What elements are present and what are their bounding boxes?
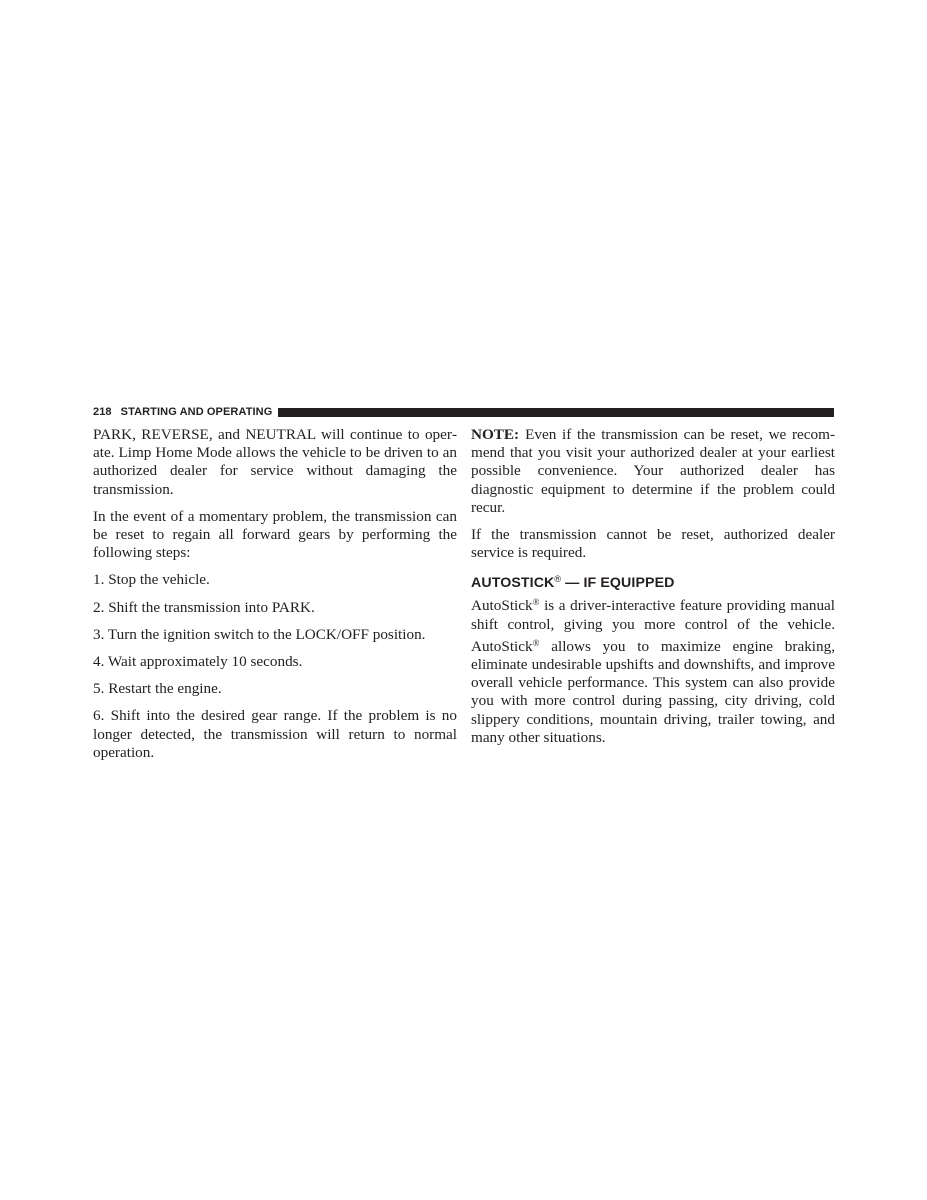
right-column — [471, 426, 835, 756]
autostick-text-2: is a driver-interactive feature providing manual shift control, giving you more control of the vehicle. AutoStick — [471, 597, 835, 655]
reset-required-paragraph: If the transmission cannot be reset, authorized dealer service is required. — [471, 526, 835, 562]
autostick-heading-prefix: AUTOSTICK — [471, 575, 555, 592]
note-paragraph — [471, 426, 835, 517]
limp-home-paragraph: PARK, REVERSE, and NEUTRAL will continue to operate. Limp Home Mode allows the vehicle to be driven to an authorized dealer for service without damaging the transmission. — [93, 426, 457, 498]
page-number: 218 — [93, 406, 112, 418]
step-1: 1. Stop the vehicle. — [93, 571, 210, 589]
momentary-problem-paragraph: In the event of a momentary problem, the transmission can be reset to regain all forward gears by performing the following steps: — [93, 507, 457, 562]
autostick-heading-suffix: — IF EQUIPPED — [561, 575, 675, 592]
autostick-paragraph — [471, 593, 835, 747]
registered-mark: ® — [532, 637, 540, 648]
step-4: 4. Wait approximately 10 seconds. — [93, 653, 303, 671]
note-text: Even if the transmission can be reset, we recommend that you visit your authorized dealer at your earliest possible convenience. Your authorized dealer has diagnostic equipment to determine if the problem could recur. — [471, 426, 835, 516]
step-6: 6. Shift into the desired gear range. If the problem is no longer detected, the transmission will return to normal operation. — [93, 707, 457, 761]
step-2: 2. Shift the transmission into PARK. — [93, 598, 315, 616]
registered-mark: ® — [554, 574, 562, 585]
autostick-text-1: AutoStick — [471, 597, 533, 615]
section-title: STARTING AND OPERATING — [120, 406, 273, 418]
left-column — [93, 426, 457, 771]
note-label: NOTE: — [471, 426, 520, 443]
step-3: 3. Turn the ignition switch to the LOCK/OFF position. — [93, 625, 426, 643]
registered-mark: ® — [532, 597, 540, 608]
step-5: 5. Restart the engine. — [93, 680, 222, 698]
autostick-heading — [471, 571, 835, 592]
autostick-text-3: allows you to maximize engine braking, eliminate undesirable upshifts and downshifts, and improve overall vehicle performance. This system can also provide you with more control during passing, city driving, cold slippery conditions, mountain driving, trailer towing, and many other situations. — [471, 637, 835, 746]
page-header — [93, 405, 834, 419]
header-rule — [278, 408, 834, 417]
